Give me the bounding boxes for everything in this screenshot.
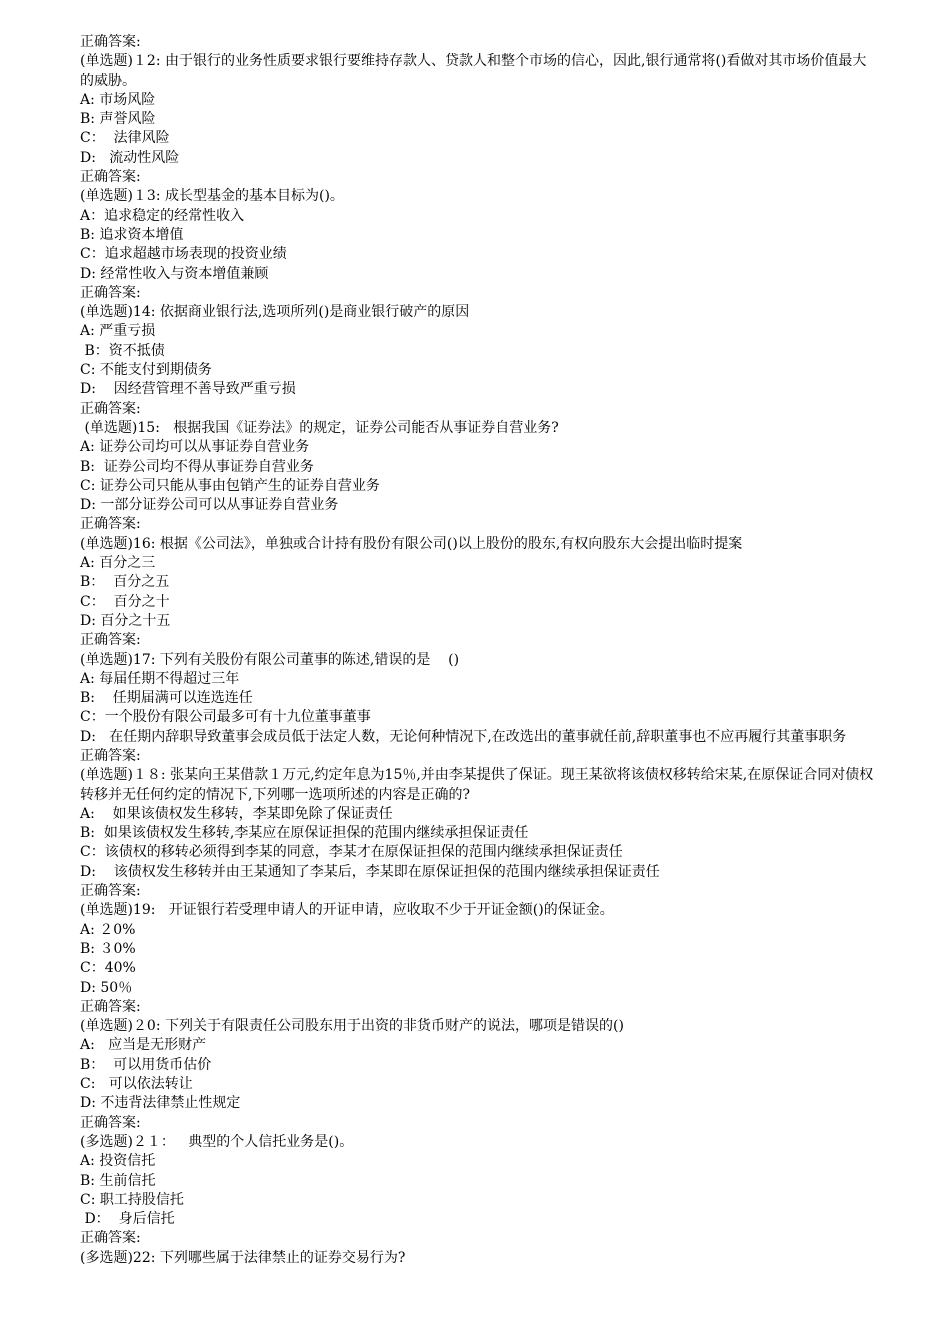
option-item: C: 职工持股信托 <box>80 1191 184 1208</box>
option-item: D: 不违背法律禁止性规定 <box>80 1095 241 1112</box>
question-block <box>80 187 880 303</box>
question-text: (多选题)２１： 典型的个人信托业务是()。 <box>80 1133 354 1150</box>
option-item: A: ２0% <box>80 921 136 938</box>
option-item: B: 追求资本增值 <box>80 226 184 243</box>
answer-label: 正确答案: <box>80 998 141 1015</box>
question-block <box>80 901 880 1017</box>
option-item: C：该债权的移转必须得到李某的同意，李某才在原保证担保的范围内继续承担保证责任 <box>80 844 623 861</box>
question-text: (单选题)１3: 成长型基金的基本目标为()。 <box>80 188 344 205</box>
answer-label: 正确答案: <box>80 883 141 900</box>
question-list <box>80 52 880 1268</box>
question-block <box>80 52 880 187</box>
option-item: D: 该债权发生移转并由王某通知了李某后，李某即在原保证担保的范围内继续承担保证责任 <box>80 863 660 880</box>
option-item: A: 严重亏损 <box>80 323 156 340</box>
question-text: (多选题)22: 下列哪些属于法律禁止的证券交易行为? <box>80 1249 406 1266</box>
option-item: D: 50％ <box>80 979 133 996</box>
option-item: C： 百分之十 <box>80 593 170 610</box>
option-item: B: 生前信托 <box>80 1172 156 1189</box>
question-block <box>80 766 880 901</box>
answer-label: 正确答案: <box>80 1230 141 1247</box>
option-item: A: 百分之三 <box>80 555 156 572</box>
question-text: (单选题)14: 依据商业银行法,选项所列()是商业银行破产的原因 <box>80 304 470 321</box>
question-block <box>80 1249 880 1268</box>
option-item: A: 证券公司均可以从事证券自营业务 <box>80 439 310 456</box>
question-text: (单选题)１８: 张某向王某借款１万元,约定年息为15％,并由李某提供了保证。现王某欲将该债权移转给宋某,在原保证合同对债权转移并无任何约定的情况下,下列哪一选项所述的内容是正确的? <box>80 767 874 803</box>
question-text: (单选题)19: 开证银行若受理申请人的开证申请，应收取不少于开证金额()的保证金。 <box>80 902 614 919</box>
option-item: B: ３0% <box>80 940 136 957</box>
answer-label: 正确答案: <box>80 400 141 417</box>
option-item: A: 每届任期不得超过三年 <box>80 670 240 687</box>
answer-label: 正确答案: <box>80 169 141 186</box>
option-item: D： 身后信托 <box>80 1211 175 1228</box>
option-item: C：40% <box>80 960 136 977</box>
option-item: C: 证券公司只能从事由包销产生的证券自营业务 <box>80 477 380 494</box>
question-text: (单选题)15: 根据我国《证券法》的规定，证券公司能否从事证券自营业务? <box>80 419 559 436</box>
option-item: B： 可以用货币估价 <box>80 1056 212 1073</box>
option-item: A：追求稳定的经常性收入 <box>80 207 245 224</box>
answer-label: 正确答案: <box>80 1114 141 1131</box>
question-block <box>80 535 880 651</box>
option-item: D: 一部分证券公司可以从事证券自营业务 <box>80 497 339 514</box>
option-item: D: 流动性风险 <box>80 149 180 166</box>
option-item: C: 不能支付到期债务 <box>80 362 212 379</box>
option-item: B：资不抵债 <box>80 342 165 359</box>
option-item: D: 因经营管理不善导致严重亏损 <box>80 381 296 398</box>
answer-label: 正确答案: <box>80 747 141 764</box>
option-item: B: 证券公司均不得从事证券自营业务 <box>80 458 314 475</box>
document-body <box>80 33 880 1268</box>
question-text: (单选题)１2: 由于银行的业务性质要求银行要维持存款人、贷款人和整个市场的信心，因此,银行通常将()看做对其市场价值最大的威胁。 <box>80 53 867 89</box>
option-item: D: 百分之十五 <box>80 612 171 629</box>
option-item: C：追求超越市场表现的投资业绩 <box>80 246 287 263</box>
option-item: B: 如果该债权发生移转,李某应在原保证担保的范围内继续承担保证责任 <box>80 825 529 842</box>
option-item: B: 任期届满可以连选连任 <box>80 690 253 707</box>
question-block <box>80 419 880 535</box>
option-item: C： 法律风险 <box>80 130 170 147</box>
question-block <box>80 303 880 419</box>
question-text: (单选题)17: 下列有关股份有限公司董事的陈述,错误的是 () <box>80 651 460 668</box>
answer-label: 正确答案: <box>80 632 141 649</box>
question-text: (单选题)16: 根据《公司法》，单独或合计持有股份有限公司()以上股份的股东,有权向股东大会提出临时提案 <box>80 535 743 552</box>
question-block <box>80 1017 880 1133</box>
answer-label: 正确答案: <box>80 516 141 533</box>
option-item: A: 市场风险 <box>80 91 156 108</box>
option-item: A: 如果该债权发生移转，李某即免除了保证责任 <box>80 805 393 822</box>
option-item: C: 可以依法转让 <box>80 1076 193 1093</box>
question-block <box>80 651 880 767</box>
option-item: A: 应当是无形财产 <box>80 1037 207 1054</box>
option-item: D: 在任期内辞职导致董事会成员低于法定人数，无论何种情况下,在改选出的董事就任前,辞职董事也不应再履行其董事职务 <box>80 728 847 745</box>
question-block <box>80 1133 880 1249</box>
option-item: C：一个股份有限公司最多可有十九位董事董事 <box>80 709 371 726</box>
option-item: B： 百分之五 <box>80 574 170 591</box>
option-item: B: 声誉风险 <box>80 111 156 128</box>
answer-label: 正确答案: <box>80 284 141 301</box>
option-item: A: 投资信托 <box>80 1153 156 1170</box>
option-item: D: 经常性收入与资本增值兼顾 <box>80 265 269 282</box>
question-text: (单选题)２0: 下列关于有限责任公司股东用于出资的非货币财产的说法，哪项是错误的() <box>80 1018 624 1035</box>
answer-label: 正确答案: <box>80 34 141 50</box>
